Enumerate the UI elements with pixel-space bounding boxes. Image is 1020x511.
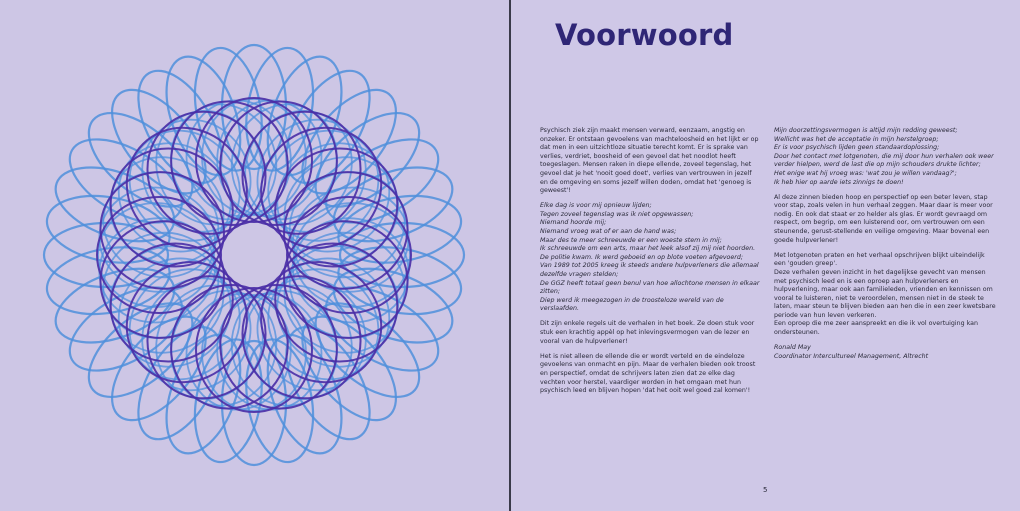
spirograph-illustration xyxy=(0,0,509,511)
quote-line: Niemand hoorde mij; xyxy=(540,219,607,227)
quote-line: Het enige wat hij vroeg was: 'wat zou je willen vandaag?'; xyxy=(774,169,957,177)
quote-line: Elke dag is voor mij opnieuw lijden; xyxy=(540,202,652,210)
text-column-right xyxy=(774,127,996,368)
signature-block xyxy=(774,344,996,361)
quote-line: Maar des te meer schreeuwde er een woeste stem in mij; xyxy=(540,236,722,244)
paragraph-appeal: Dit zijn enkele regels uit de verhalen in het boek. Ze doen stuk voor stuk een krachtig appèl op het inlevingsvermogen van de lezer en vooral van de hulpverlener! xyxy=(540,320,755,345)
quote-line: Er is voor psychisch lijden geen standaardoplossing; xyxy=(774,144,940,152)
quote-line: Mijn doorzettingsvermogen is altijd mijn redding geweest; xyxy=(774,127,958,134)
paragraph-intro: Psychisch ziek zijn maakt mensen verward, eenzaam, angstig en onzeker. Er ontstaan gevoelens van machteloosheid en het lijkt er op dat men in een uitzichtloze situatie terecht komt. Er is sprake van verlies, verdriet, boosheid of een gevoel dat het noodlot heeft toegeslagen. Mensen raken in diepe ellende, zoveel tegenslag, het gevoel dat je het 'nooit goed doet', verlies van vertrouwen in jezelf en de omgeving en soms jezelf willen doden, omdat het 'genoeg is geweest'! xyxy=(540,127,759,195)
quote-line: Ik heb hier op aarde iets zinnigs te doen! xyxy=(774,178,904,186)
paragraph-insight: Deze verhalen geven inzicht in het dagelijkse gevecht van mensen met psychisch leed en is een oproep aan hulpverleners en hulpverlening, maar ook aan familieleden, vrienden en kennissen om vooral te luisteren, niet te veroordelen, mensen niet in de steek te laten, maar steun te blijven bieden aan hen die in een zeer kwetsbare periode van hun leven verkeren. xyxy=(774,268,996,319)
paragraph-hope: Het is niet alleen de ellende die er wordt verteld en de eindeloze gevoelens van onmacht en pijn. Maar de verhalen bieden ook troost en perspectief, omdat de schrijvers laten zien dat ze elke dag vechten voor herstel, vaardiger worden in het omgaan met hun psychisch leed en blijven hopen 'dat het ooit wel goed zal komen'! xyxy=(540,352,756,395)
quote-block-1 xyxy=(540,202,760,314)
paragraph-perspective: Al deze zinnen bieden hoop en perspectief op een beter leven, stap voor stap, zoals velen in hun verhaal zeggen. Maar daar is meer voor nodig. En ook dat staat er zo helder als glas. Er wordt gevraagd om respect, om begrip, om een luisterend oor, om vertrouwen om een steunende, gerust-stellende en veilige omgeving. Maar bovenal een goede hulpverlener! xyxy=(774,193,993,244)
page-number: 5 xyxy=(763,486,768,494)
left-page xyxy=(0,0,509,511)
quote-line: Door het contact met lotgenoten, die mij door hun verhalen ook weer verder hielpen, werd de last die op mijn schouders drukte lichter; xyxy=(774,152,994,169)
paragraph-golden-grip: Met lotgenoten praten en het verhaal opschrijven blijkt uiteindelijk een 'gouden greep'. xyxy=(774,251,985,268)
quote-line: Diep werd ik meegezogen in de troosteloze wereld van de verslaafden. xyxy=(540,296,724,313)
quote-line: Niemand vroeg wat of er aan de hand was; xyxy=(540,228,677,236)
page-title: Voorwoord xyxy=(555,18,734,52)
author-role: Coordinator Intercultureel Management, Altrecht xyxy=(774,352,929,360)
text-column-left xyxy=(540,127,760,402)
quote-line: Van 1989 tot 2005 kreeg ik steeds andere hulpverleners die allemaal dezelfde vragen stelden; xyxy=(540,262,759,278)
quote-line: Tegen zoveel tegenslag was ik niet opgewassen; xyxy=(540,210,694,218)
quote-line: Wellicht was het de acceptatie in mijn herstelgroep; xyxy=(774,135,939,143)
quote-line: Ik schreeuwde om een arts, maar het leek alsof zij mij niet hoorden. De politie kwam. Ik werd geboeid en op blote voeten afgevoerd; xyxy=(540,245,756,261)
quote-line: De GGZ heeft totaal geen benul van hoe allochtone mensen in elkaar zitten; xyxy=(540,279,760,296)
quote-block-2 xyxy=(774,127,996,187)
paragraph-support: Een oproep die me zeer aanspreekt en die ik vol overtuiging kan ondersteunen. xyxy=(774,320,979,337)
author-name: Ronald May xyxy=(774,344,811,352)
